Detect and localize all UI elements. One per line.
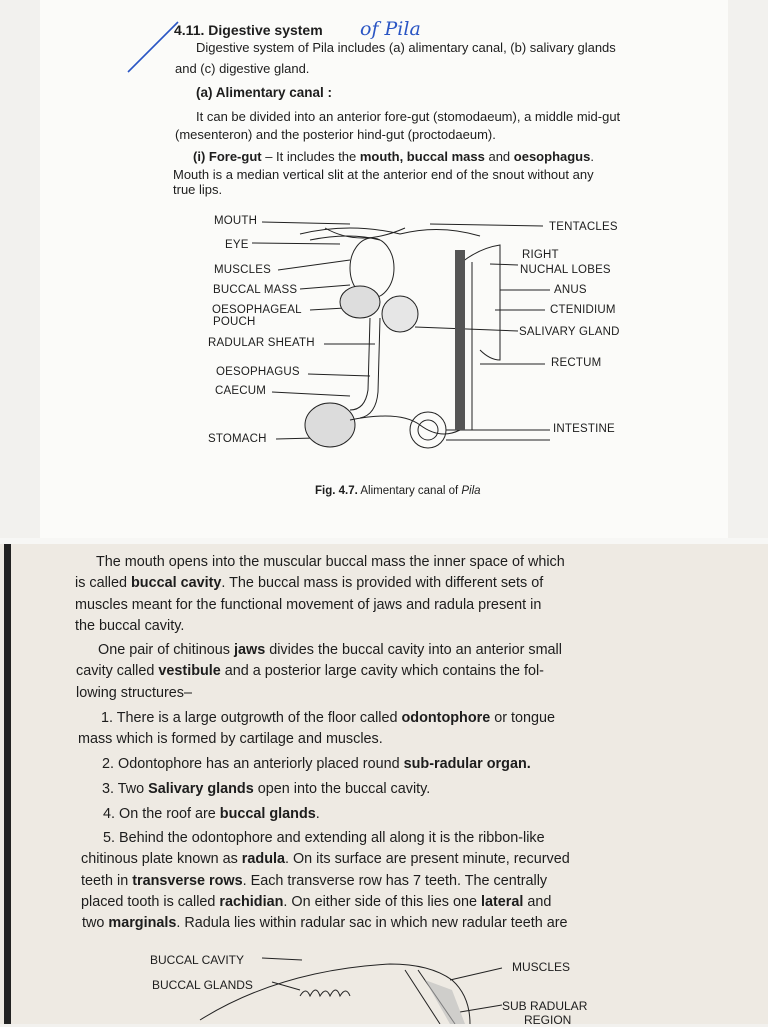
paragraph-line: (i) Fore-gut – It includes the mouth, buccal mass and oesophagus. [193, 149, 594, 164]
paragraph-line: One pair of chitinous jaws divides the buccal cavity into an anterior small [98, 642, 562, 658]
section-heading: 4.11. Digestive system [174, 22, 323, 38]
label-right: RIGHT [522, 249, 559, 261]
label-tentacles: TENTACLES [549, 221, 618, 233]
label-eye: EYE [225, 239, 249, 251]
paragraph-line: cavity called vestibule and a posterior large cavity which contains the fol- [76, 663, 544, 679]
list-item: placed tooth is called rachidian. On either side of this lies one lateral and [81, 894, 552, 910]
list-item: teeth in transverse rows. Each transverse row has 7 teeth. The centrally [81, 873, 548, 889]
label-radular-sheath: RADULAR SHEATH [208, 337, 315, 349]
label-nuchal-lobes: NUCHAL LOBES [520, 264, 611, 276]
label-muscles: MUSCLES [214, 264, 271, 276]
label-intestine: INTESTINE [553, 423, 615, 435]
paragraph-line: is called buccal cavity. The buccal mass is provided with different sets of [75, 575, 544, 591]
label-salivary-gland: SALIVARY GLAND [519, 326, 620, 338]
label-buccal-glands: BUCCAL GLANDS [152, 978, 253, 992]
intro-line: Digestive system of Pila includes (a) alimentary canal, (b) salivary glands [196, 40, 616, 55]
page-edge-shadow [4, 544, 11, 1024]
paragraph-line: the buccal cavity. [75, 618, 185, 634]
label-buccal-mass: BUCCAL MASS [213, 284, 298, 296]
list-item: 1. There is a large outgrowth of the floor called odontophore or tongue [101, 710, 556, 726]
paragraph-line: (mesenteron) and the posterior hind-gut (proctodaeum). [175, 127, 496, 142]
label-caecum: CAECUM [215, 385, 267, 397]
label-anus: ANUS [554, 284, 587, 296]
list-item: two marginals. Radula lies within radular sac in which new radular teeth are [82, 915, 568, 931]
list-item: 4. On the roof are buccal glands. [103, 806, 320, 822]
list-item: mass which is formed by cartilage and muscles. [78, 731, 383, 747]
label-pouch: POUCH [213, 316, 256, 328]
list-item: chitinous plate known as radula. On its surface are present minute, recurved [81, 851, 570, 867]
list-item: 3. Two Salivary glands open into the buccal cavity. [102, 781, 431, 797]
label-mouth: MOUTH [214, 215, 258, 227]
subsection-heading: (a) Alimentary canal : [196, 85, 333, 100]
handwritten-note: of Pila [360, 18, 421, 40]
paragraph-line: Mouth is a median vertical slit at the anterior end of the snout without any [173, 167, 594, 182]
label-rectum: RECTUM [551, 357, 602, 369]
label-buccal-cavity: BUCCAL CAVITY [150, 953, 245, 967]
paragraph-line: It can be divided into an anterior fore-gut (stomodaeum), a middle mid-gut [196, 109, 621, 124]
figure-caption: Fig. 4.7. Alimentary canal of Pila [315, 485, 481, 497]
list-item: 5. Behind the odontophore and extending all along it is the ribbon-like [103, 830, 545, 846]
paragraph-line: The mouth opens into the muscular buccal mass the inner space of which [96, 554, 565, 570]
paragraph-line: true lips. [173, 182, 223, 197]
paragraph-line: muscles meant for the functional movement of jaws and radula present in [75, 597, 542, 613]
paragraph-line: lowing structures– [76, 685, 192, 701]
label-ctenidium: CTENIDIUM [550, 304, 616, 316]
label-stomach: STOMACH [208, 433, 267, 445]
label-muscles: MUSCLES [512, 960, 571, 974]
label-sub-radular: SUB RADULAR [502, 999, 588, 1013]
label-oesophageal: OESOPHAGEAL [212, 304, 302, 316]
list-item: 2. Odontophore has an anteriorly placed round sub-radular organ. [102, 756, 531, 772]
intro-line: and (c) digestive gland. [175, 61, 310, 76]
label-region: REGION [524, 1013, 572, 1027]
label-oesophagus: OESOPHAGUS [216, 366, 300, 378]
